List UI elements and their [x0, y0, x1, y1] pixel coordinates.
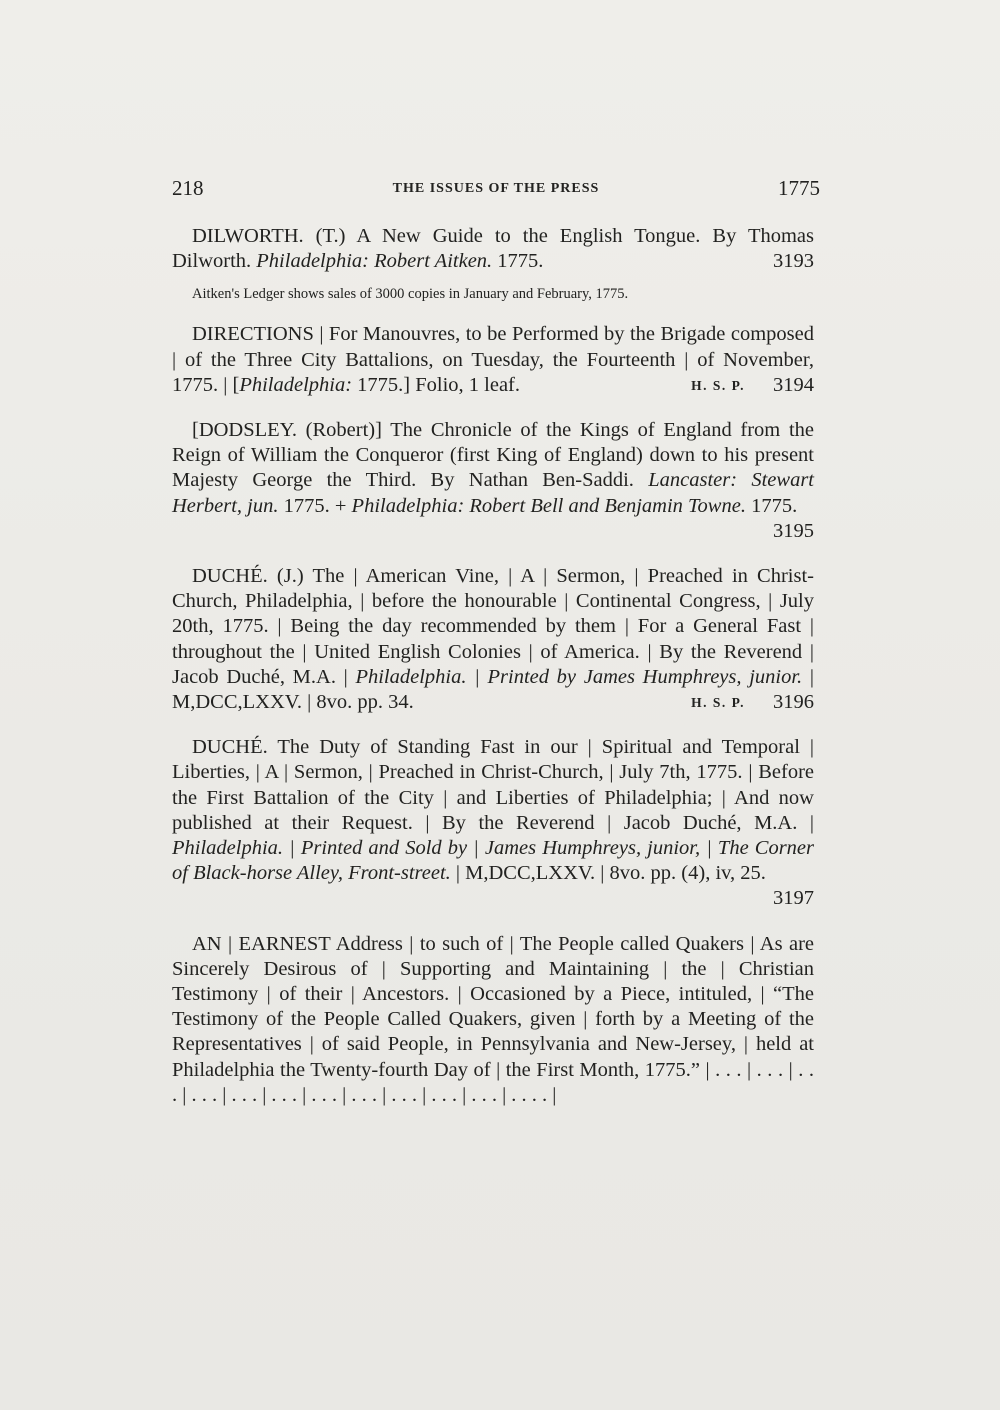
bibliography-entry — [172, 564, 814, 715]
entry-text: [DODSLEY. (Robert)] The Chronicle of the Kings of England from the Reign of William the Conqueror (first King of England) down to his present Majesty George the Third. By Nathan Ben-Saddi. — [172, 419, 814, 492]
bibliography-entry — [172, 322, 814, 398]
entry-number: 3196 — [773, 691, 814, 714]
entry-text: AN | EARNEST Address | to such of | The People called Quakers | As are Sincerely Desirous of | Supporting and Maintaining | the | Christian Testimony | of their | Ancestors. | Occasioned by a Piece, intituled, | “The Testimony of the People Called Quakers, given | forth by a Meeting of the Representatives | of said People, in Pennsylvania and New-Jersey, | held at Philadelphia the Twenty-fourth Day of | the First Month, 1775.” | . . . | . . . | . . . | . . . | . . . | . . . | . . . | . . . | . . . | . . . | . . . | . . . . | — [172, 932, 814, 1106]
entry-text: DUCHÉ. (J.) The | American Vine, | A | Sermon, | Preached in Christ-Church, Philadelphia, | before the honourable | Continental Congress, | July 20th, 1775. | Being the day recommended by them | For a General Fast | throughout the | United English Colonies | of America. | By the Reverend | Jacob Duché, M.A. | — [172, 565, 814, 688]
entry-number: 3193 — [773, 250, 814, 273]
entry-location: H. S. P. — [691, 695, 745, 711]
entry-number: 3194 — [773, 373, 814, 396]
entry-imprint-italic: Philadelphia: — [239, 373, 353, 396]
entry-imprint-italic: Philadelphia: Robert Bell and Benjamin Towne. — [351, 494, 746, 517]
bibliography-entry — [172, 932, 814, 1108]
entry-text: | M,DCC,LXXV. | 8vo. pp. (4), iv, 25. — [450, 862, 766, 885]
bibliography-entry — [172, 418, 814, 544]
entry-imprint-italic: Lancaster: Stewart Herbert, jun. — [172, 469, 815, 517]
entry-imprint-italic: Philadelphia. | Printed by James Humphreys, junior. — [355, 665, 803, 688]
entry-text: 1775.] Folio, 1 leaf. — [352, 373, 521, 396]
entry-number: 3197 — [773, 887, 814, 910]
entry-location: H. S. P. — [691, 377, 745, 393]
entry-imprint-italic: Philadelphia: Robert Aitken. — [256, 250, 493, 273]
entry-text: 1775. + — [278, 494, 352, 517]
bibliography-entry — [172, 224, 814, 274]
page-header — [172, 176, 820, 204]
entry-text: 1775. — [492, 250, 544, 273]
running-title: THE ISSUES OF THE PRESS — [392, 181, 600, 196]
entry-text: DUCHÉ. The Duty of Standing Fast in our | Spiritual and Temporal | Liberties, | A | Sermon, | Preached in Christ-Church, | July 7th, 1775. | Before the First Battalion of the City | and Liberties of Philadelphia; | And now published at their Request. | By the Reverend | Jacob Duché, M.A. | — [172, 736, 814, 834]
page-number: 218 — [172, 176, 204, 200]
entry-text: | M,DCC,LXXV. | 8vo. pp. 34. — [172, 665, 814, 714]
entry-text: DILWORTH. (T.) A New Guide to the English Tongue. By Thomas Dilworth. — [172, 225, 814, 273]
entry-text: 1775. — [745, 494, 798, 517]
entry-imprint-italic: Philadelphia. | Printed and Sold by | James Humphreys, junior, | The Corner of Black-horse Alley, Front-street. — [172, 837, 814, 885]
entry-number: 3195 — [773, 519, 814, 542]
bibliography-entry — [172, 735, 814, 911]
header-year: 1775 — [778, 176, 820, 200]
bibliography-entries — [172, 224, 814, 1128]
entry-text: DIRECTIONS | For Manouvres, to be Performed by the Brigade composed | of the Three City Battalions, on Tuesday, the Fourteenth | of November, 1775. | [ — [172, 323, 814, 396]
entry-note: Aitken's Ledger shows sales of 3000 copies in January and February, 1775. — [192, 286, 629, 303]
